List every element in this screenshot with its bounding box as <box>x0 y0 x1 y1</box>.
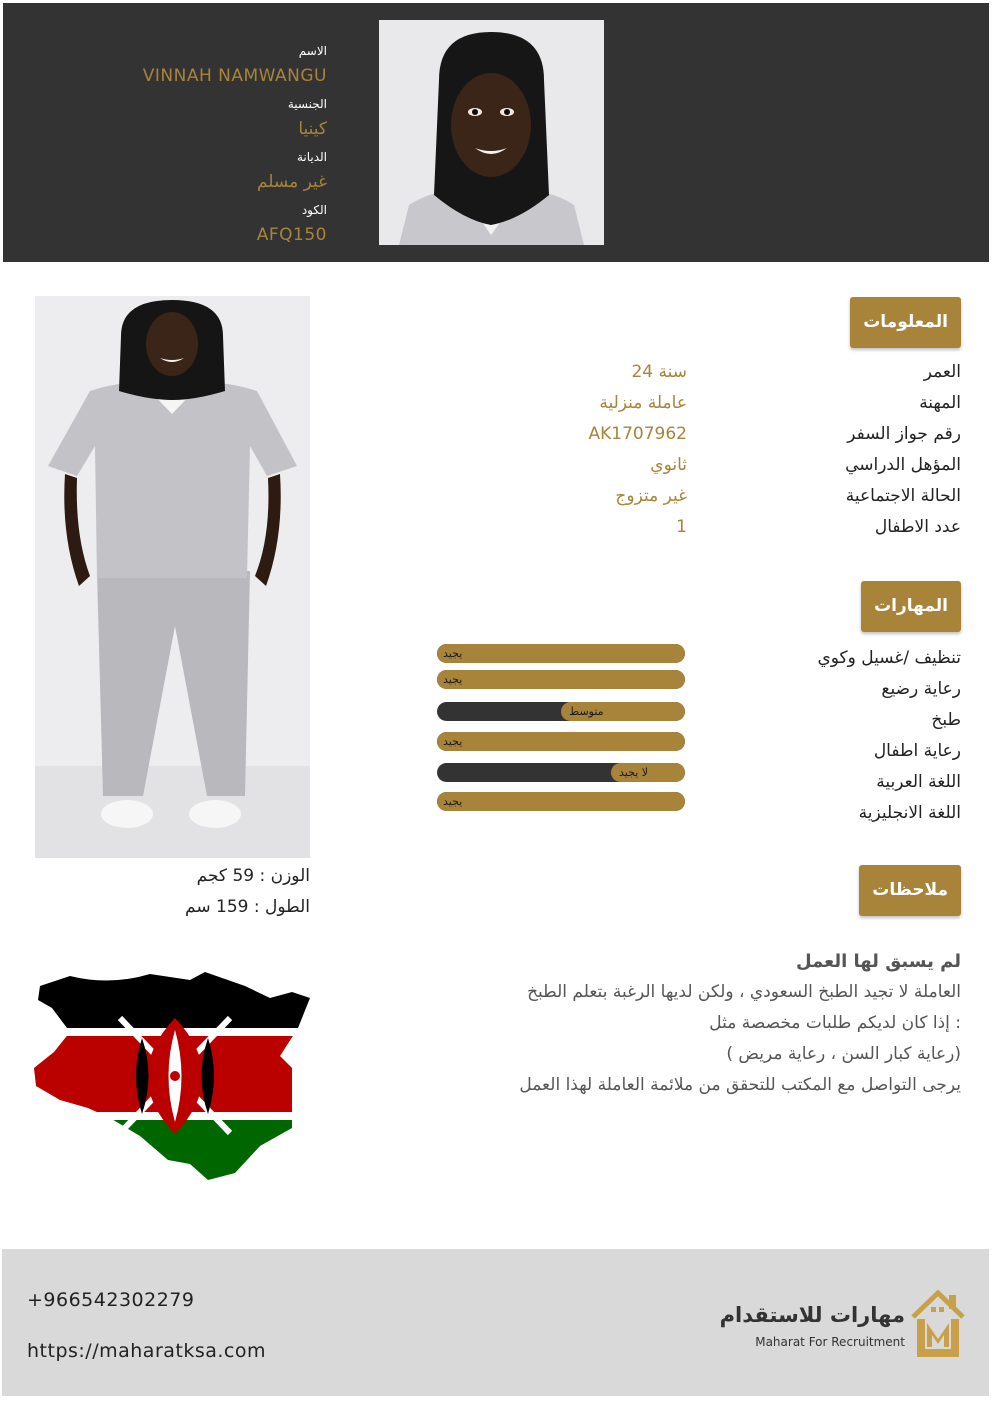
info-label-age: العمر <box>923 362 961 382</box>
notes-title: لم يسبق لها العمل <box>796 951 961 972</box>
notes-block <box>401 946 961 1101</box>
notes-line: يرجى التواصل مع المكتب للتحقق من ملائمة العاملة لهذا العمل <box>519 1075 961 1095</box>
notes-line: ( رعاية كبار السن ، رعاية مريض) <box>726 1044 961 1064</box>
info-label-children: عدد الاطفال <box>874 517 961 537</box>
website-link[interactable]: https://maharatksa.com <box>27 1340 267 1362</box>
religion-label: الديانة <box>296 150 327 164</box>
header-info <box>27 41 327 253</box>
skill-bar-fill <box>437 670 685 689</box>
nationality-label: الجنسية <box>287 97 327 111</box>
skill-bar <box>437 763 685 782</box>
info-value-children: 1 <box>676 517 687 537</box>
section-info-header: المعلومات <box>850 297 961 348</box>
company-logo <box>719 1285 967 1361</box>
full-body-photo <box>35 296 310 858</box>
skill-level-text: يجيد <box>443 647 463 660</box>
section-skills-header: المهارات <box>861 581 961 632</box>
skill-label-infant-care: رعاية رضيع <box>881 679 961 699</box>
skill-bar <box>437 792 685 811</box>
skill-label-cleaning: تنظيف /غسيل وكوي <box>817 648 961 668</box>
skill-level-text: متوسط <box>569 705 604 718</box>
info-label-passport: رقم جواز السفر <box>847 424 961 444</box>
religion-value: غير مسلم <box>256 172 327 192</box>
notes-line: العاملة لا تجيد الطبخ السعودي ، ولكن لديها الرغبة بتعلم الطبخ <box>527 982 961 1002</box>
code-value: AFQ150 <box>256 225 327 245</box>
skill-bar <box>437 732 685 751</box>
logo-arabic-text: مهارات للاستقدام <box>719 1303 905 1327</box>
logo-house-icon <box>909 1287 967 1359</box>
skill-bar <box>437 670 685 689</box>
logo-english-text: Maharat For Recruitment <box>755 1335 905 1349</box>
info-value-education: ثانوي <box>650 455 687 475</box>
nationality-value: كينيا <box>298 119 327 139</box>
info-value-age: 24 سنة <box>631 362 687 382</box>
skill-bar-fill <box>437 792 685 811</box>
portrait-photo <box>379 20 604 245</box>
name-value: VINNAH NAMWANGU <box>142 66 327 86</box>
info-value-profession: عاملة منزلية <box>599 393 687 413</box>
skill-label-cooking: طبخ <box>931 710 961 730</box>
section-notes-header: ملاحظات <box>859 865 961 916</box>
skill-bar <box>437 702 685 721</box>
kenya-flag-map <box>30 968 315 1183</box>
profile-header <box>3 3 989 262</box>
info-value-marital: غير متزوج <box>615 486 687 506</box>
info-label-education: المؤهل الدراسي <box>845 455 961 475</box>
skill-label-english: اللغة الانجليزية <box>858 803 961 823</box>
skill-level-text: يجيد <box>443 735 463 748</box>
skill-level-text: يجيد <box>443 673 463 686</box>
skill-level-text: يجيد <box>443 795 463 808</box>
notes-line: إذا كان لديكم طلبات مخصصة مثل : <box>709 1013 961 1033</box>
height-text: الطول : 159 سم <box>185 897 310 917</box>
phone-number[interactable]: +966542302279 <box>27 1289 195 1311</box>
skill-bar-fill <box>437 644 685 663</box>
footer <box>2 1249 989 1396</box>
code-label: الكود <box>301 203 327 217</box>
skill-label-arabic: اللغة العربية <box>876 772 961 792</box>
info-label-marital: الحالة الاجتماعية <box>845 486 961 506</box>
skill-level-text: لا يجيد <box>619 766 649 779</box>
info-label-profession: المهنة <box>919 393 961 413</box>
info-value-passport: AK1707962 <box>588 424 687 444</box>
skill-label-child-care: رعاية اطفال <box>873 741 961 761</box>
name-label: الاسم <box>298 44 327 58</box>
weight-text: الوزن : 59 كجم <box>196 866 310 886</box>
skill-bar-fill <box>437 732 685 751</box>
skill-bar <box>437 644 685 663</box>
